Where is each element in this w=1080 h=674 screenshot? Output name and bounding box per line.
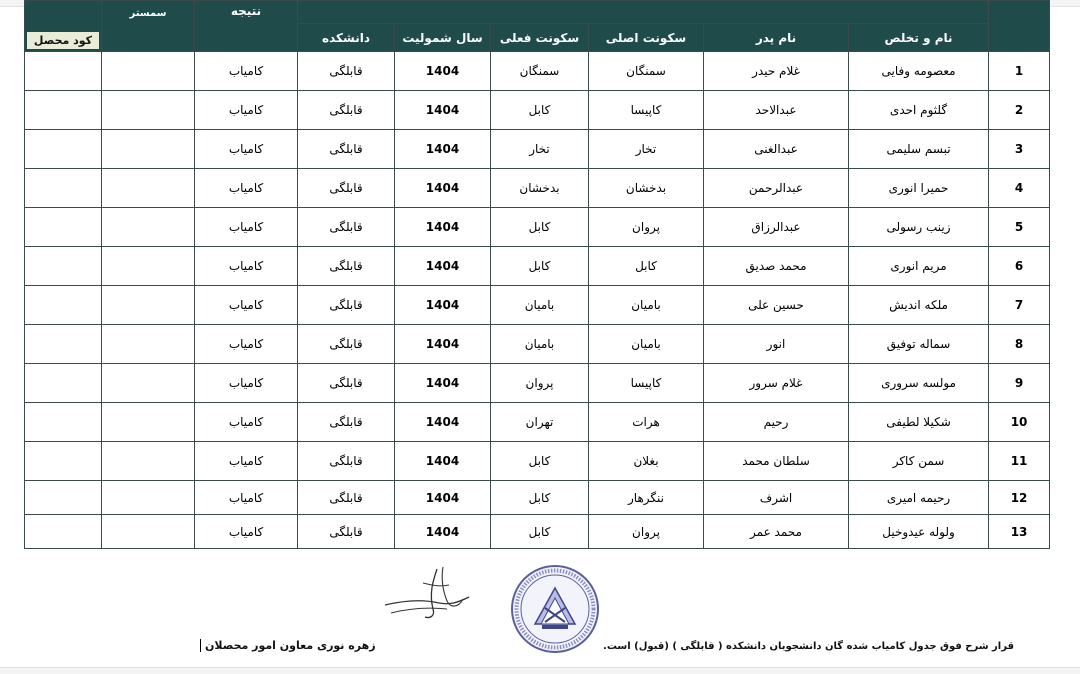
- father-name-cell: عبدالغنی: [704, 130, 849, 169]
- semester-cell: [102, 325, 195, 364]
- kod-cell: [25, 247, 102, 286]
- current-residence-cell: کابل: [491, 442, 589, 481]
- table-row: [25, 515, 1050, 549]
- full-name-cell: مولسه سروری: [849, 364, 989, 403]
- row-number-cell: 8: [989, 325, 1050, 364]
- full-name-cell: معصومه وفایی: [849, 52, 989, 91]
- kod-cell: [25, 515, 102, 549]
- kod-cell: [25, 52, 102, 91]
- kod-cell: [25, 403, 102, 442]
- kod-cell: [25, 286, 102, 325]
- results-body: [25, 52, 1050, 549]
- year-cell: 1404: [395, 403, 491, 442]
- result-cell: کامیاب: [195, 442, 298, 481]
- father-name-cell: عبدالاحد: [704, 91, 849, 130]
- row-number-cell: 11: [989, 442, 1050, 481]
- result-cell: کامیاب: [195, 52, 298, 91]
- semester-cell: [102, 286, 195, 325]
- result-cell: کامیاب: [195, 169, 298, 208]
- table-row: [25, 364, 1050, 403]
- semester-header-label: سمستر: [129, 8, 167, 19]
- row-number-cell: 2: [989, 91, 1050, 130]
- original-residence-cell: سمنگان: [589, 52, 704, 91]
- father-name-cell: عبدالرحمن: [704, 169, 849, 208]
- full-name-cell: ملکه اندیش: [849, 286, 989, 325]
- original-residence-cell: پروان: [589, 208, 704, 247]
- full-name-cell: حمیرا انوری: [849, 169, 989, 208]
- full-name-cell: سماله توفیق: [849, 325, 989, 364]
- original-residence-cell: کاپیسا: [589, 91, 704, 130]
- result-cell: کامیاب: [195, 130, 298, 169]
- kod-cell: [25, 325, 102, 364]
- full-name-cell: شکیلا لطیفی: [849, 403, 989, 442]
- results-table: [24, 0, 1050, 549]
- table-row: [25, 247, 1050, 286]
- full-name-cell: رحیمه امیری: [849, 481, 989, 515]
- row-number-cell: 13: [989, 515, 1050, 549]
- faculty-cell: قابلگی: [298, 481, 395, 515]
- full-name-cell: سمن کاکر: [849, 442, 989, 481]
- number-header: [989, 1, 1050, 52]
- footer-signatory: زهره نوری معاون امور محصلان: [200, 639, 376, 652]
- faculty-cell: قابلگی: [298, 403, 395, 442]
- full-name-cell: تبسم سلیمی: [849, 130, 989, 169]
- year-cell: 1404: [395, 364, 491, 403]
- footer-statement: قرار شرح فوق جدول کامیاب شده گان دانشجویان دانشکده ( قابلگی ) (قبول) است.: [603, 641, 1014, 652]
- faculty-cell: قابلگی: [298, 52, 395, 91]
- full-name-cell: زینب رسولی: [849, 208, 989, 247]
- father-name-cell: غلام حیدر: [704, 52, 849, 91]
- full-name-cell: گلثوم احدی: [849, 91, 989, 130]
- kod-cell: [25, 364, 102, 403]
- current-residence-cell: کابل: [491, 515, 589, 549]
- year-cell: 1404: [395, 247, 491, 286]
- father-name-header: نام پدر: [704, 24, 849, 52]
- father-name-cell: محمد عمر: [704, 515, 849, 549]
- table-row: [25, 169, 1050, 208]
- kod-header-label: کود محصل: [27, 32, 99, 49]
- header-top-band: [298, 1, 989, 24]
- kod-cell: [25, 91, 102, 130]
- semester-cell: [102, 169, 195, 208]
- faculty-cell: قابلگی: [298, 247, 395, 286]
- table-row: [25, 208, 1050, 247]
- table-row: [25, 286, 1050, 325]
- faculty-cell: قابلگی: [298, 91, 395, 130]
- year-header: سال شمولیت: [395, 24, 491, 52]
- result-cell: کامیاب: [195, 247, 298, 286]
- original-residence-cell: بغلان: [589, 442, 704, 481]
- row-number-cell: 10: [989, 403, 1050, 442]
- father-name-cell: عبدالرزاق: [704, 208, 849, 247]
- father-name-cell: حسین علی: [704, 286, 849, 325]
- full-name-cell: ولوله عیدوخیل: [849, 515, 989, 549]
- father-name-cell: رحیم: [704, 403, 849, 442]
- current-residence-cell: سمنگان: [491, 52, 589, 91]
- result-cell: کامیاب: [195, 481, 298, 515]
- year-cell: 1404: [395, 515, 491, 549]
- faculty-cell: قابلگی: [298, 364, 395, 403]
- original-residence-cell: کابل: [589, 247, 704, 286]
- kod-header: [25, 1, 102, 52]
- table-row: [25, 91, 1050, 130]
- current-residence-cell: تخار: [491, 130, 589, 169]
- semester-header: [102, 1, 195, 52]
- semester-cell: [102, 442, 195, 481]
- current-residence-header: سکونت فعلی: [491, 24, 589, 52]
- row-number-cell: 3: [989, 130, 1050, 169]
- row-number-cell: 7: [989, 286, 1050, 325]
- original-residence-cell: ننگرهار: [589, 481, 704, 515]
- original-residence-cell: پروان: [589, 515, 704, 549]
- semester-cell: [102, 247, 195, 286]
- kod-cell: [25, 442, 102, 481]
- semester-cell: [102, 403, 195, 442]
- original-residence-cell: هرات: [589, 403, 704, 442]
- result-cell: کامیاب: [195, 91, 298, 130]
- result-cell: کامیاب: [195, 325, 298, 364]
- faculty-cell: قابلگی: [298, 442, 395, 481]
- table-row: [25, 403, 1050, 442]
- kod-cell: [25, 208, 102, 247]
- current-residence-cell: کابل: [491, 208, 589, 247]
- table-row: [25, 52, 1050, 91]
- result-cell: کامیاب: [195, 286, 298, 325]
- faculty-cell: قابلگی: [298, 515, 395, 549]
- header-row-top: [25, 1, 1050, 24]
- year-cell: 1404: [395, 208, 491, 247]
- current-residence-cell: بامیان: [491, 286, 589, 325]
- result-cell: کامیاب: [195, 403, 298, 442]
- result-cell: کامیاب: [195, 364, 298, 403]
- year-cell: 1404: [395, 52, 491, 91]
- result-header-label: نتیجه: [230, 4, 262, 18]
- faculty-cell: قابلگی: [298, 286, 395, 325]
- current-residence-cell: کابل: [491, 91, 589, 130]
- faculty-header: دانشکده: [298, 24, 395, 52]
- kod-cell: [25, 169, 102, 208]
- current-residence-cell: بامیان: [491, 325, 589, 364]
- result-cell: کامیاب: [195, 208, 298, 247]
- father-name-cell: اشرف: [704, 481, 849, 515]
- institution-seal: [510, 564, 600, 654]
- semester-cell: [102, 364, 195, 403]
- table-row: [25, 442, 1050, 481]
- faculty-cell: قابلگی: [298, 208, 395, 247]
- faculty-cell: قابلگی: [298, 130, 395, 169]
- year-cell: 1404: [395, 442, 491, 481]
- row-number-cell: 9: [989, 364, 1050, 403]
- current-residence-cell: بدخشان: [491, 169, 589, 208]
- year-cell: 1404: [395, 130, 491, 169]
- semester-cell: [102, 481, 195, 515]
- original-residence-cell: بامیان: [589, 325, 704, 364]
- original-residence-cell: کاپیسا: [589, 364, 704, 403]
- kod-cell: [25, 481, 102, 515]
- current-residence-cell: پروان: [491, 364, 589, 403]
- row-number-cell: 12: [989, 481, 1050, 515]
- row-number-cell: 1: [989, 52, 1050, 91]
- current-residence-cell: کابل: [491, 481, 589, 515]
- semester-cell: [102, 52, 195, 91]
- semester-cell: [102, 91, 195, 130]
- original-residence-cell: بدخشان: [589, 169, 704, 208]
- year-cell: 1404: [395, 169, 491, 208]
- signature-image: [377, 563, 477, 623]
- row-number-cell: 4: [989, 169, 1050, 208]
- full-name-cell: مریم انوری: [849, 247, 989, 286]
- faculty-cell: قابلگی: [298, 169, 395, 208]
- row-number-cell: 5: [989, 208, 1050, 247]
- year-cell: 1404: [395, 481, 491, 515]
- full-name-header: نام و تخلص: [849, 24, 989, 52]
- father-name-cell: محمد صدیق: [704, 247, 849, 286]
- semester-cell: [102, 208, 195, 247]
- row-number-cell: 6: [989, 247, 1050, 286]
- kod-cell: [25, 130, 102, 169]
- table-row: [25, 481, 1050, 515]
- result-cell: کامیاب: [195, 515, 298, 549]
- original-residence-header: سکونت اصلی: [589, 24, 704, 52]
- father-name-cell: غلام سرور: [704, 364, 849, 403]
- father-name-cell: سلطان محمد: [704, 442, 849, 481]
- result-header: [195, 1, 298, 52]
- current-residence-cell: تهران: [491, 403, 589, 442]
- year-cell: 1404: [395, 286, 491, 325]
- current-residence-cell: کابل: [491, 247, 589, 286]
- original-residence-cell: تخار: [589, 130, 704, 169]
- faculty-cell: قابلگی: [298, 325, 395, 364]
- table-row: [25, 130, 1050, 169]
- year-cell: 1404: [395, 91, 491, 130]
- semester-cell: [102, 515, 195, 549]
- semester-cell: [102, 130, 195, 169]
- original-residence-cell: بامیان: [589, 286, 704, 325]
- table-row: [25, 325, 1050, 364]
- year-cell: 1404: [395, 325, 491, 364]
- father-name-cell: انور: [704, 325, 849, 364]
